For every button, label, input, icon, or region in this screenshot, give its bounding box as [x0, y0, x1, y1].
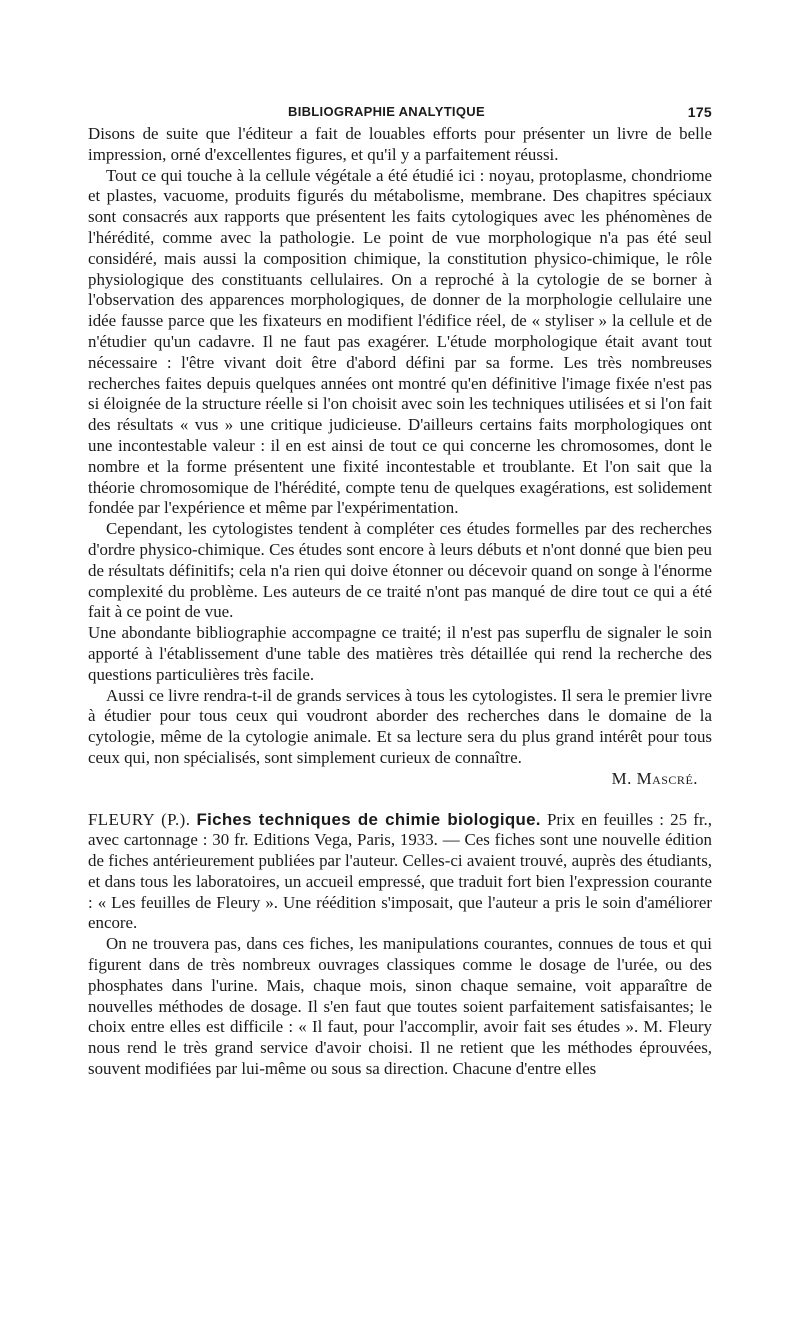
running-title: BIBLIOGRAPHIE ANALYTIQUE [288, 104, 485, 119]
review1-paragraph: Cependant, les cytologistes tendent à compléter ces études formelles par des recherches d'ordre physico-chimique. Ces études sont encore à leurs débuts et n'ont donné que bien peu de résultats définitifs; cela n'a rien qui doive étonner ou décevoir quand on songe à l'énorme complexité du problème. Les auteurs de ce traité n'ont pas manqué de dire tout ce qui a été fait à ce point de vue. [88, 519, 712, 622]
review1-paragraph: Aussi ce livre rendra-t-il de grands services à tous les cytologistes. Il sera le premier livre à étudier pour tous ceux qui voudront aborder des recherches dans le domaine de la cytologie, même de la cytologie animale. Et sa lecture sera du plus grand intérêt pour tous ceux qui, non spécialisés, sont simplement curieux de connaître. [88, 685, 712, 767]
page-number: 175 [687, 104, 712, 120]
running-header [88, 102, 712, 124]
review2-heading [88, 810, 712, 935]
review1-paragraph: Tout ce qui touche à la cellule végétale a été étudié ici : noyau, protoplasme, chondriome et plastes, vacuome, produits figurés du métabolisme, membrane. Des chapitres spéciaux sont consacrés aux rapports que présentent les faits cytologiques avec les phénomènes de l'hérédité, comme avec la pathologie. Le point de vue morphologique n'a pas été seul considéré, mais aussi la composition chimique, la constitution physico-chimique, le rôle physiologique des constituants cellulaires. On a reproché à la cytologie de se borner à l'observation des apparences morphologiques, de donner de la morphologie cellulaire une idée fausse parce que les fixateurs en modifient l'édifice réel, de « styliser » la cellule et de n'étudier qu'un cadavre. Il ne faut pas exagérer. L'étude morphologique était avant tout nécessaire : l'être vivant doit être d'abord défini par sa forme. Les très nombreuses recherches faites depuis quelques années ont montré qu'en définitive l'image fixée n'est pas si éloignée de la structure réelle si l'on choisit avec soin les techniques utilisées et si l'on fait des résultats « vus » une critique judicieuse. D'ailleurs certains faits morphologiques ont une incontestable valeur : il en est ainsi de tout ce qui concerne les chromosomes, dont le nombre et la forme présentent une fixité incontestable et troublante. Et l'on sait que la théorie chromosomique de l'hérédité, compte tenu de quelques exagérations, est solidement fondée par l'expérience et même par l'expérimentation. [88, 165, 712, 518]
review-fleury [88, 810, 712, 1080]
reviewer-signature [88, 769, 712, 790]
review2-paragraph: On ne trouvera pas, dans ces fiches, les manipulations courantes, connues de tous et qui figurent dans de très nombreux ouvrages classiques comme le dosage de l'urée, ou des phosphates dans l'urine. Mais, chaque mois, sinon chaque semaine, voit apparaître de nouvelles méthodes de dosage. Il s'en faut que toutes soient parfaitement satisfaisantes; le choix entre elles est difficile : « Il faut, pour l'accomplir, avoir fait ses études ». M. Fleury nous rend le très grand service d'avoir choisi. Il ne retient que les méthodes éprouvées, souvent modifiées par lui-même ou sous sa direction. Chacune d'entre elles [88, 934, 712, 1079]
book-author: FLEURY (P.). [88, 809, 191, 829]
book-details: Prix en feuilles : 25 fr., avec cartonnage : 30 fr. Editions Vega, Paris, 1933. — Ces fiches sont une nouvelle édition de fiches antérieurement publiées par l'auteur. Celles-ci avaient trouvé, auprès des étudiants, et dans tous les laboratoires, un accueil empressé, que traduit fort bien l'expression courante : « Les feuilles de Fleury ». Une réédition s'imposait, que l'auteur a pris le soin d'améliorer encore. [88, 809, 712, 933]
review-cytologie [88, 124, 712, 1080]
document-page [88, 102, 712, 1080]
review1-paragraph: Disons de suite que l'éditeur a fait de louables efforts pour présenter un livre de belle impression, orné d'excellentes figures, et qu'il y a parfaitement réussi. [88, 124, 712, 164]
book-title: Fiches techniques de chimie biologique. [196, 809, 541, 829]
reviewer-name: M. Mascré. [611, 768, 698, 788]
review1-paragraph: Une abondante bibliographie accompagne ce traité; il n'est pas superflu de signaler le soin apporté à l'établissement d'une table des matières très détaillée qui rend la recherche des questions particulières très facile. [88, 623, 712, 684]
